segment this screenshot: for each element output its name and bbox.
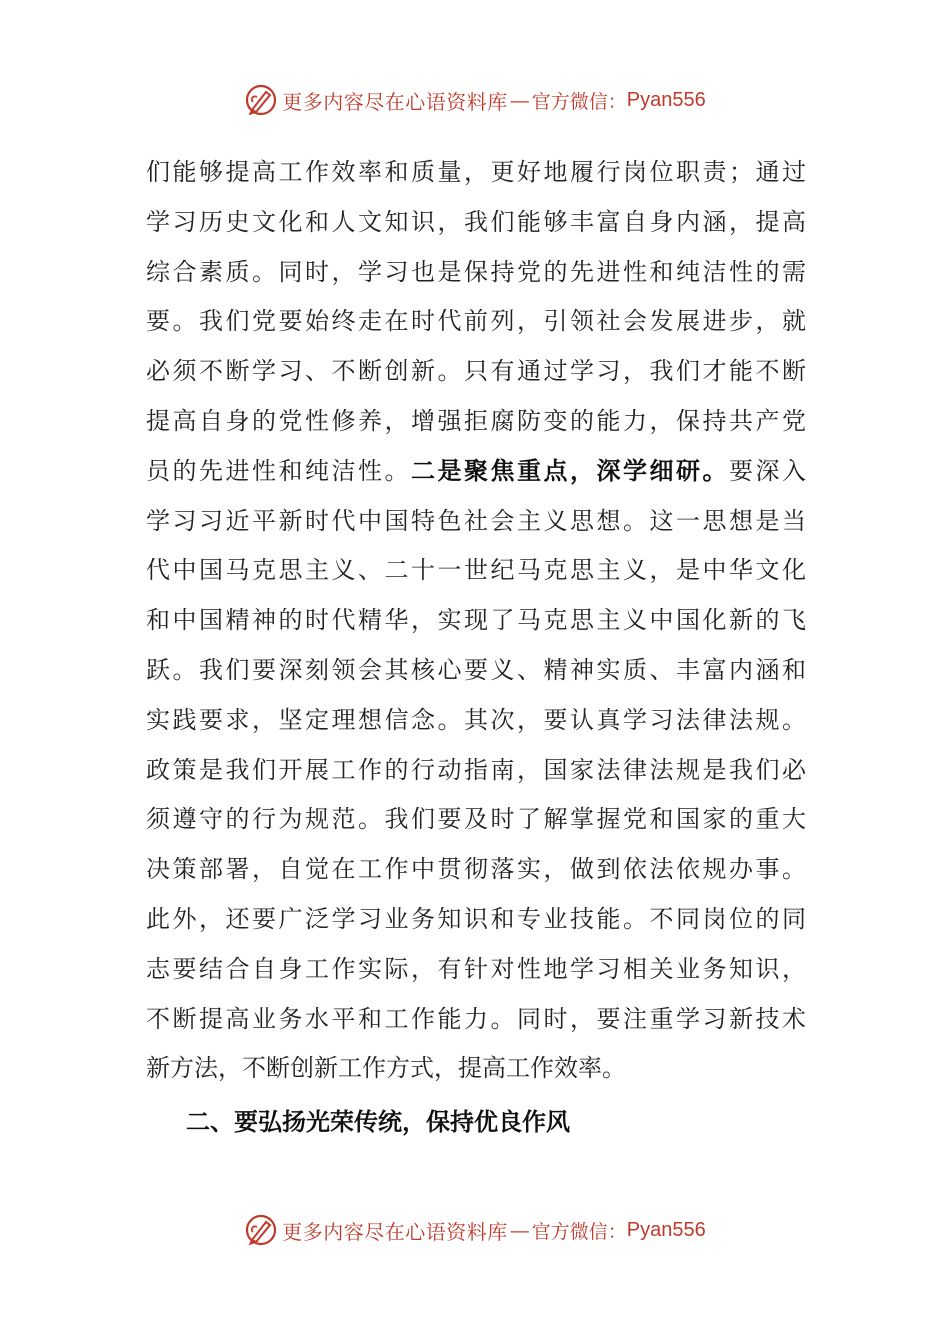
body-line: 须遵守的行为规范。我们要及时了解掌握党和国家的重大 [146, 805, 806, 834]
body-line: 政策是我们开展工作的行动指南，国家法律法规是我们必 [146, 755, 806, 784]
body-line: 学习历史文化和人文知识，我们能够丰富自身内涵，提高 [146, 207, 806, 236]
bold-subheading: 二是聚焦重点，深学细研。 [411, 456, 729, 485]
body-line: 决策部署，自觉在工作中贯彻落实，做到依法依规办事。 [146, 855, 806, 884]
promo-text: 更多内容尽在心语资料库 [282, 89, 508, 114]
body-line: 志要结合自身工作实际，有针对性地学习相关业务知识， [146, 954, 806, 983]
footer-banner [0, 1210, 950, 1250]
section-heading: 二、要弘扬光荣传统，保持优良作风 [186, 1108, 570, 1136]
body-paragraph [146, 148, 806, 1094]
promo-text: 更多内容尽在心语资料库 [282, 1219, 508, 1244]
promo-separator: — [509, 1218, 530, 1242]
body-line: 代中国马克思主义、二十一世纪马克思主义，是中华文化 [146, 556, 806, 585]
body-line: 们能够提高工作效率和质量，更好地履行岗位职责；通过 [146, 158, 806, 186]
pen-nib-logo-icon [244, 1213, 278, 1247]
body-line: 要。我们党要始终走在时代前列，引领社会发展进步，就 [146, 307, 806, 336]
body-line: 综合素质。同时，学习也是保持党的先进性和纯洁性的需 [146, 257, 806, 286]
wechat-id: Pyan556 [626, 88, 706, 111]
body-line: 不断提高业务水平和工作能力。同时，要注重学习新技术 [146, 1004, 806, 1033]
body-line-with-bold [146, 447, 806, 497]
promo-separator: — [509, 88, 530, 112]
body-line: 提高自身的党性修养，增强拒腐防变的能力，保持共产党 [146, 406, 806, 435]
body-line: 和中国精神的时代精华，实现了马克思主义中国化新的飞 [146, 606, 806, 635]
body-text-run: 要深入 [729, 456, 806, 485]
body-line: 学习习近平新时代中国特色社会主义思想。这一思想是当 [146, 506, 806, 535]
wechat-label: 官方微信： [531, 90, 627, 113]
body-line: 必须不断学习、不断创新。只有通过学习，我们才能不断 [146, 357, 806, 386]
body-line: 此外，还要广泛学习业务知识和专业技能。不同岗位的同 [146, 904, 806, 933]
body-line: 实践要求，坚定理想信念。其次，要认真学习法律法规。 [146, 705, 806, 734]
wechat-label: 官方微信： [531, 1220, 627, 1243]
header-banner [0, 80, 950, 120]
body-text-run: 员的先进性和纯洁性。 [146, 456, 411, 485]
pen-nib-logo-icon [244, 83, 278, 117]
body-line: 跃。我们要深刻领会其核心要义、精神实质、丰富内涵和 [146, 655, 806, 684]
wechat-id: Pyan556 [626, 1218, 706, 1241]
body-line: 新方法，不断创新工作方式，提高工作效率。 [146, 1054, 626, 1083]
